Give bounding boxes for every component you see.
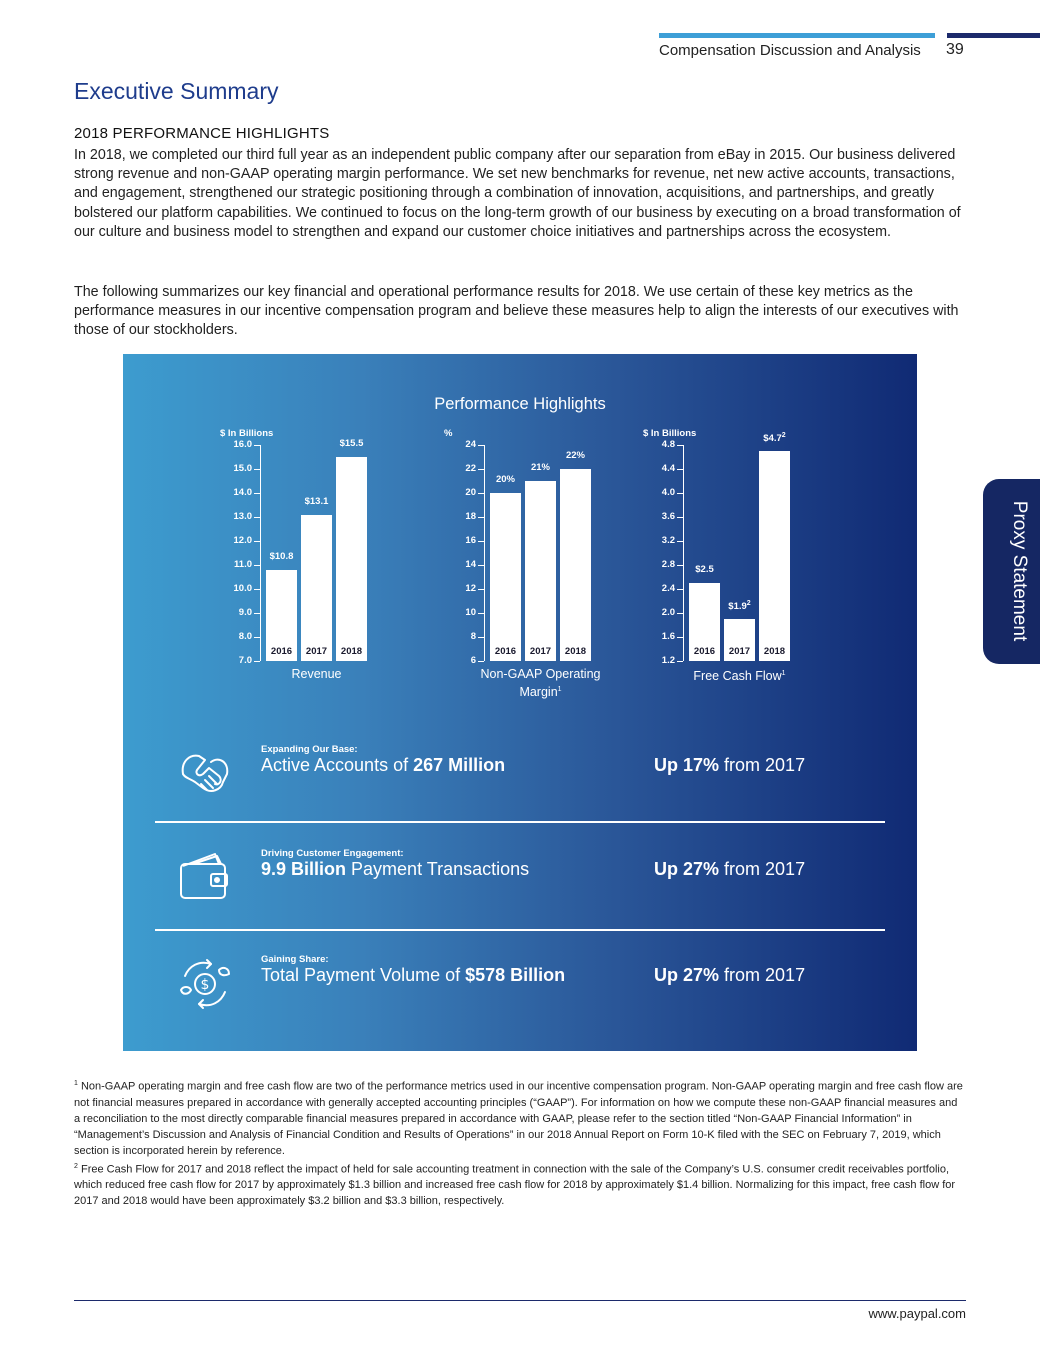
x-axis-label: Free Cash Flow$^1$ bbox=[693, 669, 786, 684]
footnote-mark: 2 bbox=[74, 1162, 78, 1170]
y-tick-label: 2.8 bbox=[661, 559, 675, 570]
y-tick-mark bbox=[677, 637, 683, 638]
y-tick-mark bbox=[478, 469, 484, 470]
running-head: Compensation Discussion and Analysis bbox=[659, 42, 921, 59]
chart-bar bbox=[490, 493, 521, 661]
page-title: Executive Summary bbox=[74, 78, 279, 104]
free-cash-flow-chart bbox=[635, 428, 885, 718]
y-tick-mark bbox=[254, 565, 260, 566]
y-tick-mark bbox=[677, 613, 683, 614]
kpi-main bbox=[261, 859, 529, 880]
divider bbox=[155, 821, 885, 823]
y-tick-mark bbox=[478, 613, 484, 614]
kpi-main-value: 9.9 Billion bbox=[261, 859, 347, 879]
kpi-main bbox=[261, 755, 505, 776]
y-tick-mark bbox=[478, 661, 484, 662]
bar-value-label: $\$1.9^2$ bbox=[728, 600, 751, 613]
bar-value-label: $13.1 bbox=[304, 495, 329, 507]
kpi-main-text: Active Accounts of bbox=[261, 755, 414, 775]
header-accent-bar-light bbox=[659, 33, 935, 38]
chart-bar bbox=[336, 457, 367, 661]
y-tick-mark bbox=[478, 517, 484, 518]
bar-value-label: $\$4.7^2$ bbox=[763, 432, 786, 445]
y-tick-mark bbox=[478, 637, 484, 638]
bar-value-label: $2.5 bbox=[695, 564, 714, 575]
y-tick-mark bbox=[677, 517, 683, 518]
footnote-mark: 1 bbox=[557, 686, 562, 693]
y-tick-label: 14.0 bbox=[233, 487, 252, 498]
page-number: 39 bbox=[946, 41, 964, 58]
y-tick-label: 2.4 bbox=[661, 583, 675, 594]
bar-value-label: $10.8 bbox=[269, 550, 294, 562]
y-tick-mark bbox=[677, 493, 683, 494]
x-axis-label: Non-GAAP Operating Margin$^1$ bbox=[480, 667, 601, 700]
footnote-1 bbox=[74, 1076, 966, 1159]
kpi-change-text: from 2017 bbox=[719, 965, 806, 985]
kpi-change bbox=[654, 755, 805, 776]
bar-value-label: 22% bbox=[565, 450, 585, 461]
chart-bar bbox=[759, 451, 790, 661]
kpi-change-text: from 2017 bbox=[719, 755, 806, 775]
y-tick-label: 9.0 bbox=[238, 607, 252, 618]
y-tick-label: 4.0 bbox=[661, 487, 675, 498]
x-axis-label: Revenue bbox=[291, 667, 342, 681]
header-accent-bar-dark bbox=[947, 33, 1040, 38]
performance-highlights-panel bbox=[123, 354, 917, 1051]
footer-website-link[interactable]: www.paypal.com bbox=[868, 1306, 966, 1321]
y-tick-label: 12 bbox=[465, 583, 476, 594]
chart-bar bbox=[560, 469, 591, 661]
y-tick-mark bbox=[478, 493, 484, 494]
y-tick-label: 4.4 bbox=[661, 463, 675, 474]
footnote-text: Non-GAAP operating margin and free cash flow are two of the performance metrics used in our incentive compensation program. Non-GAAP operating margin and free cash flow are not financial measures prepared in accordance with generally accepted accounting principles (“GAAP”). For information on how we compute these non-GAAP financial measures and a reconciliation to the most directly comparable financial measures prepared in accordance with GAAP, please refer to the section titled “Non-GAAP Financial Information” in “Management’s Discussion and Analysis of Financial Condition and Results of Operations” in our 2018 Annual Report on Form 10-K filed with the SEC on February 7, 2019, which section is incorporated herein by reference. bbox=[74, 1080, 963, 1157]
kpi-main bbox=[261, 965, 565, 986]
bar-value-label: 20% bbox=[495, 474, 515, 485]
kpi-label: Gaining Share: bbox=[261, 954, 329, 965]
y-tick-label: 22 bbox=[465, 463, 476, 474]
bar-value-label: 21% bbox=[530, 462, 550, 473]
y-tick-mark bbox=[677, 589, 683, 590]
y-tick-mark bbox=[254, 637, 260, 638]
y-tick-mark bbox=[254, 541, 260, 542]
chart-bar bbox=[525, 481, 556, 661]
y-tick-mark bbox=[677, 445, 683, 446]
section-side-tab[interactable] bbox=[983, 479, 1040, 664]
kpi-change-value: Up 17% bbox=[654, 755, 720, 775]
kpi-change-value: Up 27% bbox=[654, 859, 720, 879]
y-tick-mark bbox=[254, 469, 260, 470]
kpi-change-text: from 2017 bbox=[719, 859, 806, 879]
y-axis-line bbox=[683, 445, 684, 661]
divider bbox=[155, 929, 885, 931]
y-tick-label: 14 bbox=[465, 559, 476, 570]
kpi-active-accounts bbox=[123, 744, 917, 804]
x-category-label: 2018 bbox=[340, 646, 363, 657]
handshake-icon bbox=[175, 744, 235, 804]
footnote-mark: 1 bbox=[781, 670, 786, 677]
y-tick-label: 1.6 bbox=[661, 631, 675, 642]
y-tick-mark bbox=[254, 661, 260, 662]
kpi-change-value: Up 27% bbox=[654, 965, 720, 985]
y-tick-label: 8 bbox=[470, 631, 476, 642]
intro-paragraph: In 2018, we completed our third full year as an independent public company after our separation from eBay in 2015. Our business delivered strong revenue and non-GAAP operating margin performance. We set new benchmarks for revenue, net new active accounts, transactions, and engagement, strengthened our strategic positioning through a combination of innovation, acquisitions, and partnerships, and greatly bolstered our platform capabilities. We continued to focus on the long-term growth of our business by executing on a broad transformation of our culture and business model to strengthen and expand our customer choice initiatives and partnerships across the ecosystem. bbox=[74, 147, 961, 240]
y-tick-label: 20 bbox=[465, 487, 476, 498]
chart-unit-label: $ In Billions bbox=[220, 428, 274, 439]
x-category-label: 2016 bbox=[270, 646, 293, 657]
y-tick-label: 11.0 bbox=[234, 559, 252, 570]
y-tick-label: 6 bbox=[470, 655, 476, 666]
x-category-label: 2016 bbox=[693, 646, 716, 657]
kpi-main-value: 267 Million bbox=[413, 755, 506, 775]
summary-paragraph: The following summarizes our key financial and operational performance results for 2018. We use certain of these key metrics as the performance measures in our incentive compensation program and believe these measures help to align the interests of our executives with those of our stockholders. bbox=[74, 284, 959, 339]
y-tick-mark bbox=[478, 565, 484, 566]
footnote-text: Free Cash Flow for 2017 and 2018 reflect the impact of held for sale accounting treatment in connection with the sale of the Company’s U.S. consumer credit receivables portfolio, which reduced free cash flow for 2017 by approximately $1.3 billion and increased free cash flow for 2018 by approximately $1.4 billion. Normalizing for this impact, free cash flow for 2017 and 2018 would have been approximately $3.2 billion and $3.3 billion, respectively. bbox=[74, 1163, 956, 1208]
y-tick-mark bbox=[254, 493, 260, 494]
y-tick-label: 12.0 bbox=[233, 535, 252, 546]
x-category-label: 2018 bbox=[763, 646, 786, 657]
y-tick-label: 3.2 bbox=[661, 535, 675, 546]
kpi-change bbox=[654, 859, 805, 880]
y-tick-label: 13.0 bbox=[233, 511, 252, 522]
side-tab-label: Proxy Statement bbox=[1009, 500, 1030, 642]
y-tick-mark bbox=[677, 661, 683, 662]
x-category-label: 2017 bbox=[305, 646, 328, 657]
chart-unit-label: % bbox=[444, 428, 453, 439]
svg-text:$: $ bbox=[200, 977, 210, 993]
y-tick-label: 15.0 bbox=[233, 463, 252, 474]
kpi-main-text: Total Payment Volume of bbox=[261, 965, 466, 985]
revenue-chart bbox=[212, 428, 462, 718]
footer-rule bbox=[74, 1300, 966, 1301]
y-tick-label: 1.2 bbox=[661, 655, 675, 666]
y-tick-mark bbox=[478, 445, 484, 446]
kpi-main-suffix: Payment Transactions bbox=[346, 859, 530, 879]
footnote-mark: 1 bbox=[74, 1080, 78, 1087]
y-tick-mark bbox=[677, 541, 683, 542]
y-tick-label: 16.0 bbox=[233, 439, 252, 450]
footnote-2 bbox=[74, 1159, 966, 1210]
y-tick-mark bbox=[677, 469, 683, 470]
chart-unit-label: $ In Billions bbox=[643, 428, 697, 439]
y-tick-mark bbox=[254, 613, 260, 614]
y-tick-label: 8.0 bbox=[238, 631, 252, 642]
y-tick-label: 24 bbox=[465, 439, 476, 450]
y-tick-label: 18 bbox=[465, 511, 476, 522]
kpi-payment-transactions bbox=[123, 848, 917, 908]
kpi-main-value: $578 Billion bbox=[465, 965, 566, 985]
footnote-mark: 2 bbox=[746, 600, 751, 607]
y-tick-mark bbox=[254, 445, 260, 446]
x-category-label: 2017 bbox=[529, 646, 552, 657]
y-tick-mark bbox=[478, 589, 484, 590]
bar-value-label: $15.5 bbox=[339, 438, 364, 449]
wallet-icon bbox=[175, 848, 235, 908]
footnotes bbox=[74, 1076, 966, 1209]
y-tick-mark bbox=[254, 517, 260, 518]
y-tick-label: 7.0 bbox=[238, 655, 252, 666]
kpi-label: Expanding Our Base: bbox=[261, 744, 358, 755]
x-category-label: 2017 bbox=[728, 646, 751, 657]
panel-title: Performance Highlights bbox=[434, 395, 606, 413]
y-tick-label: 10.0 bbox=[233, 583, 252, 594]
chart-bar bbox=[301, 515, 332, 661]
y-tick-label: 3.6 bbox=[661, 511, 675, 522]
y-tick-mark bbox=[478, 541, 484, 542]
y-tick-label: 16 bbox=[465, 535, 476, 546]
kpi-payment-volume bbox=[123, 954, 917, 1014]
kpi-change bbox=[654, 965, 805, 986]
section-heading: 2018 PERFORMANCE HIGHLIGHTS bbox=[74, 125, 330, 142]
y-tick-label: 10 bbox=[465, 607, 476, 618]
y-tick-label: 2.0 bbox=[661, 607, 675, 618]
y-tick-label: 4.8 bbox=[661, 439, 675, 450]
x-category-label: 2018 bbox=[564, 646, 587, 657]
kpi-label: Driving Customer Engagement: bbox=[261, 848, 404, 859]
x-category-label: 2016 bbox=[494, 646, 517, 657]
y-tick-mark bbox=[254, 589, 260, 590]
payment-exchange-icon bbox=[175, 954, 235, 1014]
footnote-mark: 2 bbox=[781, 432, 786, 439]
